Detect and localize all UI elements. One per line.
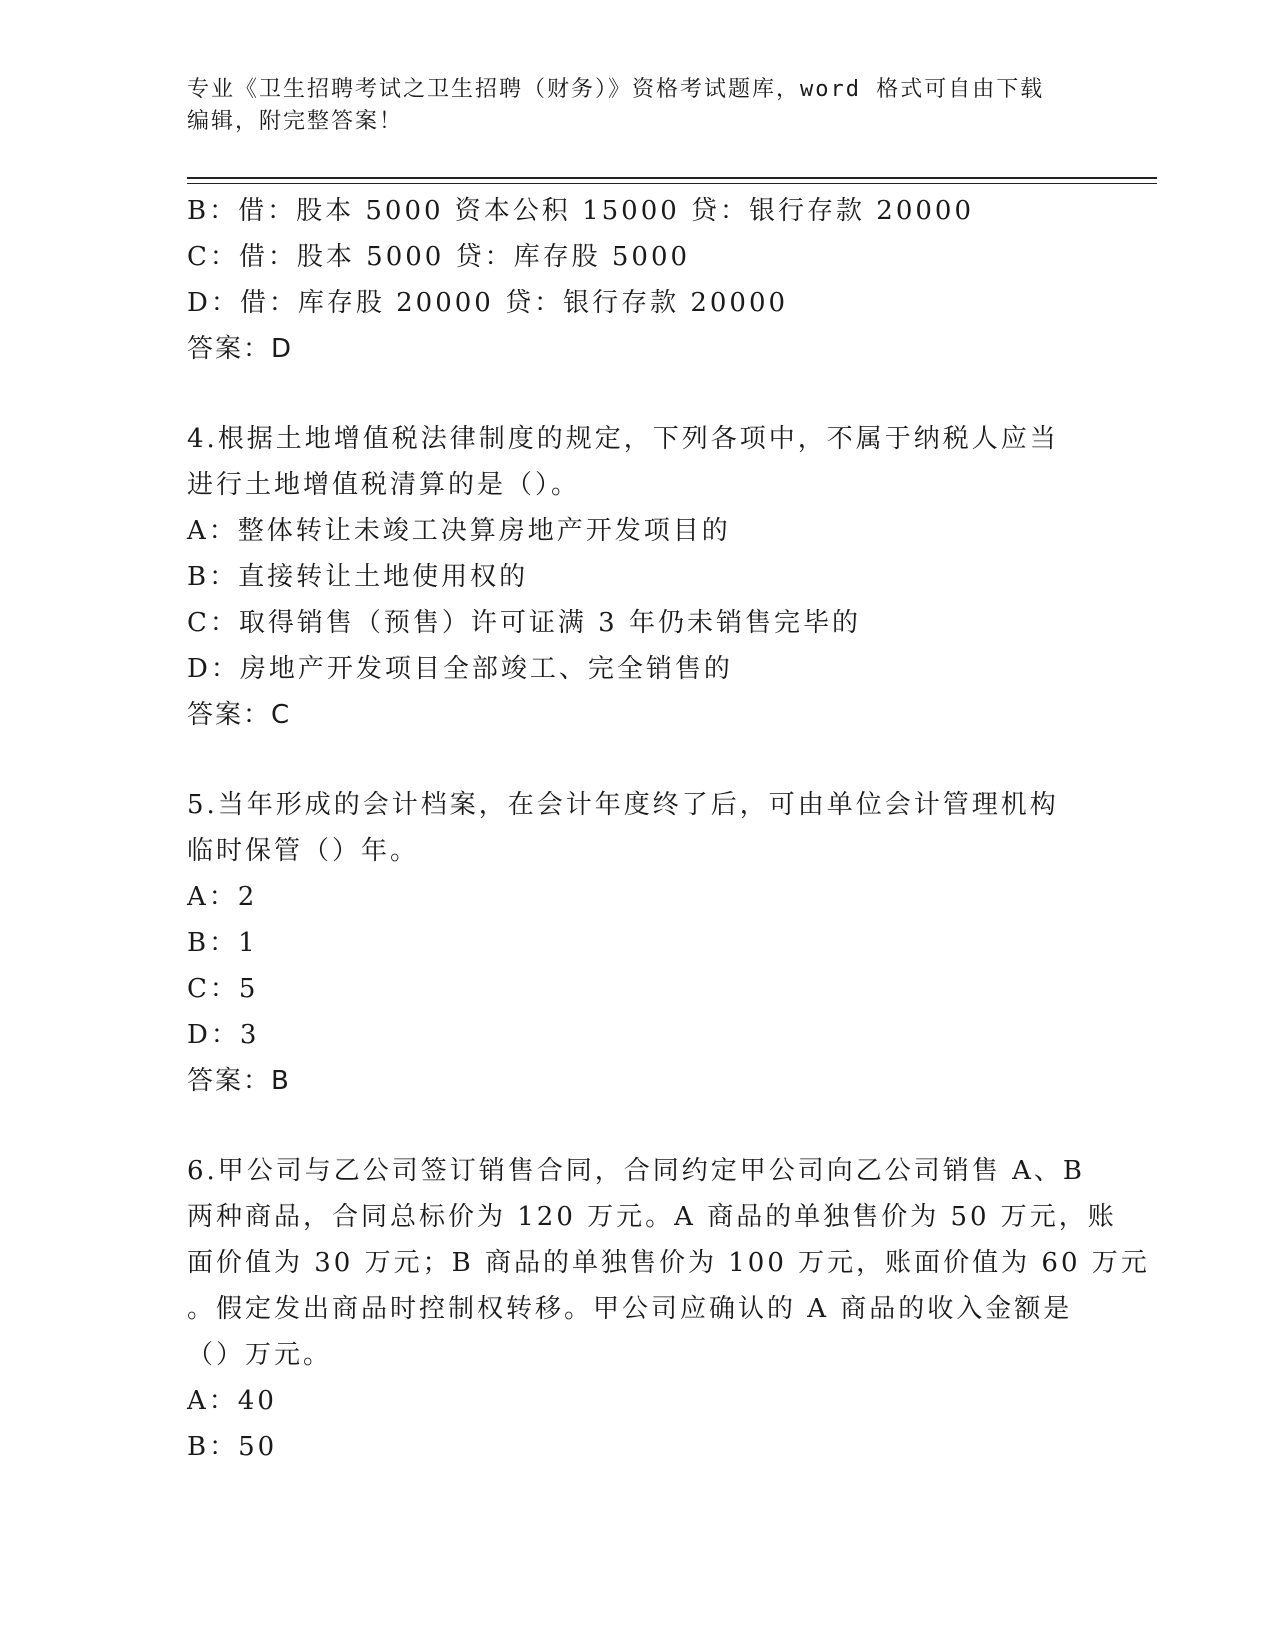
spacer (187, 1104, 1087, 1148)
question-6 (187, 1148, 1150, 1470)
option-a: A：2 (187, 882, 258, 912)
option-a: A：40 (187, 1386, 277, 1416)
question-stem-line: 进行土地增值税清算的是（）。 (187, 470, 581, 500)
question-content (187, 188, 1150, 1470)
option-d: D：借：库存股 20000 贷：银行存款 20000 (187, 288, 789, 318)
question-stem-line: 两种商品，合同总标价为 120 万元。A 商品的单独售价为 50 万元，账 (187, 1202, 1117, 1232)
option-c: C：5 (187, 974, 259, 1004)
question-3-tail (187, 188, 1087, 372)
document-header (187, 74, 1067, 138)
header-divider-thin (187, 183, 1157, 184)
spacer (187, 372, 1087, 416)
option-b: B：借：股本 5000 资本公积 15000 贷：银行存款 20000 (187, 196, 975, 226)
question-stem-line: 5.当年形成的会计档案，在会计年度终了后，可由单位会计管理机构 (187, 790, 1059, 820)
spacer (187, 738, 1087, 782)
option-b: B：1 (187, 928, 258, 958)
option-b: B：50 (187, 1432, 278, 1462)
option-c: C：取得销售（预售）许可证满 3 年仍未销售完毕的 (187, 608, 861, 638)
question-4 (187, 416, 1087, 738)
question-stem-line: 。假定发出商品时控制权转移。甲公司应确认的 A 商品的收入金额是 (187, 1294, 1073, 1324)
question-stem-line: 6.甲公司与乙公司签订销售合同，合同约定甲公司向乙公司销售 A、B (187, 1156, 1085, 1186)
header-line-1: 专业《卫生招聘考试之卫生招聘（财务）》资格考试题库，word 格式可自由下载 (187, 77, 1045, 102)
answer-line: 答案：B (187, 1066, 291, 1096)
option-d: D：房地产开发项目全部竣工、完全销售的 (187, 654, 733, 684)
answer-line: 答案：C (187, 700, 292, 730)
option-d: D：3 (187, 1020, 260, 1050)
question-stem-line: （）万元。 (187, 1340, 333, 1370)
option-b: B：直接转让土地使用权的 (187, 562, 529, 592)
option-a: A：整体转让未竣工决算房地产开发项目的 (187, 516, 731, 546)
question-5 (187, 782, 1087, 1104)
question-stem-line: 临时保管（）年。 (187, 836, 420, 866)
question-stem-line: 4.根据土地增值税法律制度的规定，下列各项中，不属于纳税人应当 (187, 424, 1059, 454)
header-divider-thick (187, 177, 1157, 179)
answer-line: 答案：D (187, 334, 294, 364)
header-line-2: 编辑，附完整答案！ (187, 109, 404, 134)
option-c: C：借：股本 5000 贷：库存股 5000 (187, 242, 691, 272)
question-stem-line: 面价值为 30 万元；B 商品的单独售价为 100 万元，账面价值为 60 万元 (187, 1248, 1150, 1278)
